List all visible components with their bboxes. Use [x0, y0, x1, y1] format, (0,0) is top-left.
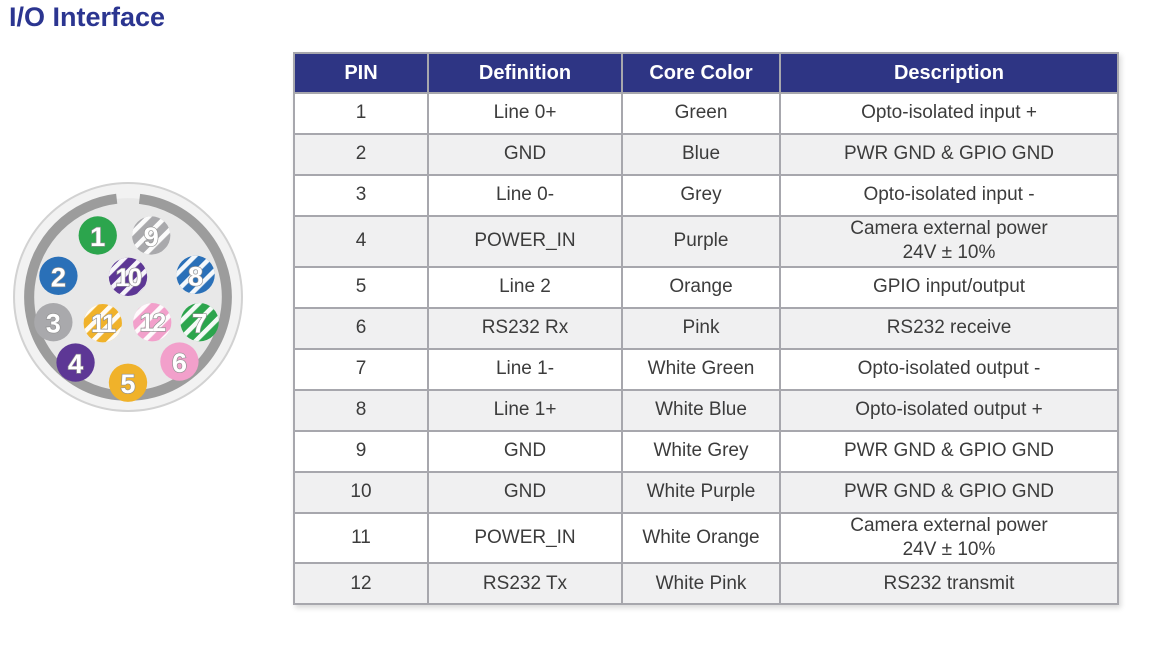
column-header-pin: PIN — [294, 53, 428, 93]
pin-11 — [84, 304, 122, 342]
core-color-cell: Grey — [622, 175, 780, 216]
pin-9 — [132, 216, 170, 254]
description-cell — [780, 93, 1118, 134]
pin-cell: 8 — [294, 390, 428, 431]
definition-cell: POWER_IN — [428, 216, 622, 267]
pin-1 — [79, 216, 117, 254]
table-row-pin-4 — [294, 216, 1118, 267]
definition-cell: RS232 Rx — [428, 308, 622, 349]
table-row-pin-11 — [294, 513, 1118, 564]
description-line: RS232 receive — [886, 316, 1012, 338]
table-row-pin-2 — [294, 134, 1118, 175]
core-color-cell: White Green — [622, 349, 780, 390]
description-cell — [780, 308, 1118, 349]
description-cell — [780, 267, 1118, 308]
pin-cell: 7 — [294, 349, 428, 390]
core-color-cell: Pink — [622, 308, 780, 349]
description-cell — [780, 134, 1118, 175]
description-line: Camera external power — [850, 218, 1048, 239]
pin-4 — [56, 343, 94, 381]
column-header-definition: Definition — [428, 53, 622, 93]
pin-4-number: 4 — [67, 348, 84, 380]
table-row-pin-1 — [294, 93, 1118, 134]
definition-cell: Line 0+ — [428, 93, 622, 134]
core-color-cell: Purple — [622, 216, 780, 267]
definition-cell: POWER_IN — [428, 513, 622, 564]
core-color-cell: White Grey — [622, 431, 780, 472]
description-line: RS232 transmit — [883, 572, 1015, 594]
definition-cell: Line 2 — [428, 267, 622, 308]
description-line: PWR GND & GPIO GND — [843, 143, 1055, 165]
table-row-pin-3 — [294, 175, 1118, 216]
core-color-cell: Green — [622, 93, 780, 134]
description-line: Opto-isolated output + — [855, 398, 1043, 420]
pin-7-number: 7 — [192, 307, 208, 339]
pin-cell: 1 — [294, 93, 428, 134]
pin-cell: 5 — [294, 267, 428, 308]
description-line: PWR GND & GPIO GND — [843, 439, 1055, 461]
table-body — [294, 93, 1118, 604]
pin-cell: 11 — [294, 513, 428, 564]
description-cell — [780, 175, 1118, 216]
pin-2-number: 2 — [50, 261, 66, 293]
description-cell — [780, 563, 1118, 604]
description-line: Opto-isolated input + — [861, 102, 1037, 124]
pin-3 — [34, 303, 72, 341]
description-line: 24V ± 10% — [902, 242, 996, 264]
description-cell — [780, 390, 1118, 431]
definition-cell: GND — [428, 431, 622, 472]
pin-3-number: 3 — [45, 307, 61, 339]
core-color-cell: Blue — [622, 134, 780, 175]
description-cell — [780, 216, 1118, 267]
column-header-core-color: Core Color — [622, 53, 780, 93]
description-line: Opto-isolated input - — [863, 184, 1035, 206]
table-row-pin-6 — [294, 308, 1118, 349]
pin-cell: 12 — [294, 563, 428, 604]
column-header-description: Description — [780, 53, 1118, 93]
table-row-pin-10 — [294, 472, 1118, 513]
pin-5 — [109, 364, 147, 402]
pin-2 — [39, 257, 77, 295]
pin-10-number: 10 — [115, 263, 141, 292]
definition-cell: GND — [428, 472, 622, 513]
table-row-pin-8 — [294, 390, 1118, 431]
description-cell — [780, 431, 1118, 472]
core-color-cell: White Pink — [622, 563, 780, 604]
description-line: Camera external power — [850, 514, 1048, 536]
description-cell — [780, 472, 1118, 513]
core-color-cell: Orange — [622, 267, 780, 308]
description-cell — [780, 349, 1118, 390]
connector-diagram — [11, 180, 245, 414]
pin-8 — [176, 256, 214, 294]
description-line: PWR GND & GPIO GND — [843, 480, 1055, 502]
pin-6-number: 6 — [171, 347, 188, 379]
pin-5-number: 5 — [120, 368, 136, 400]
pin-9-number: 9 — [143, 220, 159, 252]
pin-cell: 10 — [294, 472, 428, 513]
pin-1-number: 1 — [90, 220, 106, 252]
pin-12 — [133, 303, 171, 341]
pin-cell: 9 — [294, 431, 428, 472]
core-color-cell: White Blue — [622, 390, 780, 431]
table-header-row — [294, 53, 1118, 93]
table-row-pin-5 — [294, 267, 1118, 308]
pin-cell: 2 — [294, 134, 428, 175]
description-line: 24V ± 10% — [902, 538, 996, 560]
page-title: I/O Interface — [9, 2, 166, 32]
definition-cell: Line 0- — [428, 175, 622, 216]
description-cell — [780, 513, 1118, 564]
core-color-cell: White Purple — [622, 472, 780, 513]
pin-11-number: 11 — [90, 310, 115, 339]
definition-cell: Line 1- — [428, 349, 622, 390]
io-pin-table — [293, 52, 1119, 605]
core-color-cell: White Orange — [622, 513, 780, 564]
pin-cell: 3 — [294, 175, 428, 216]
pin-cell: 6 — [294, 308, 428, 349]
description-line: Opto-isolated output - — [857, 357, 1041, 379]
definition-cell: GND — [428, 134, 622, 175]
pin-8-number: 8 — [188, 260, 204, 292]
pin-7 — [180, 303, 218, 341]
table-row-pin-9 — [294, 431, 1118, 472]
description-line: GPIO input/output — [872, 275, 1026, 297]
definition-cell: Line 1+ — [428, 390, 622, 431]
pin-cell: 4 — [294, 216, 428, 267]
table-row-pin-12 — [294, 563, 1118, 604]
table-row-pin-7 — [294, 349, 1118, 390]
pin-10 — [109, 258, 147, 296]
pin-12-number: 12 — [139, 309, 165, 338]
definition-cell: RS232 Tx — [428, 563, 622, 604]
pin-6 — [160, 342, 198, 380]
